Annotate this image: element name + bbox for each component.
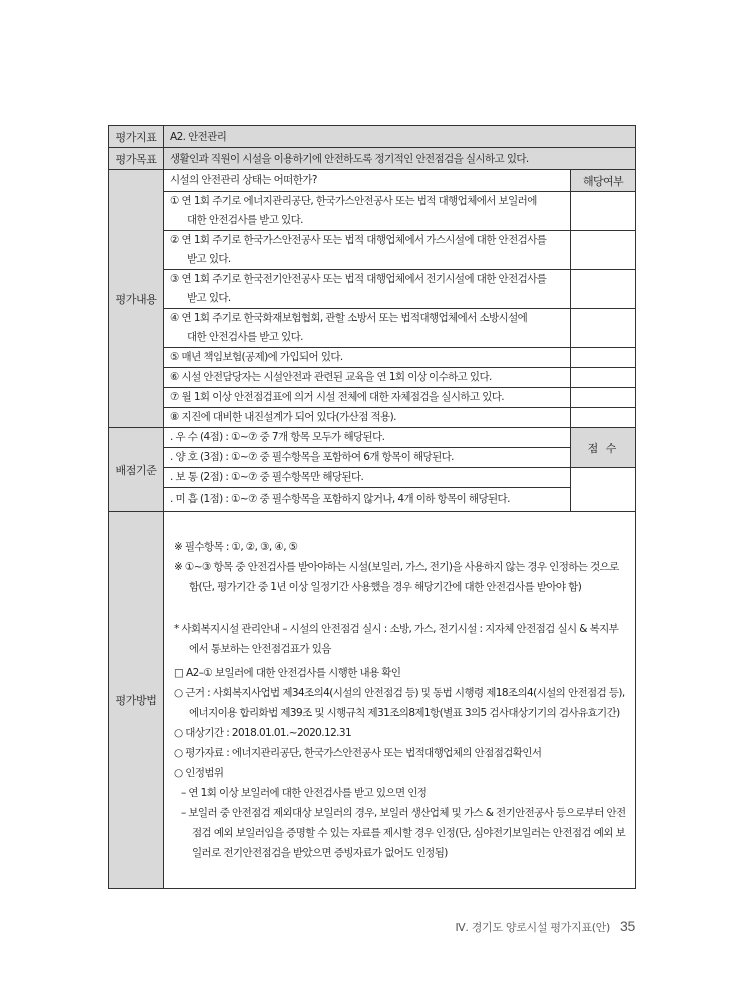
method-material: ○ 평가자료 : 에너지관리공단, 한국가스안전공사 또는 법적대행업체의 안점점검확인서 bbox=[174, 747, 542, 759]
check-header: 해당여부 bbox=[571, 170, 636, 192]
score-row bbox=[109, 468, 636, 488]
content-item-row bbox=[109, 368, 636, 388]
spacer bbox=[174, 597, 627, 619]
method-basis: ○ 근거 : 사회복지사업법 제34조의4(시설의 안전점검 등) 및 동법 시행령 제18조의4(시설의 안전점검 등), 에너지이용 합리화법 제39조 및 시행규칙 제31조의8제1항(별표 3의5 검사대상기기의 검사유효기간) bbox=[174, 687, 625, 719]
content-item-line2: 받고 있다. bbox=[187, 253, 231, 265]
content-item: ⑦ 월 1회 이상 안전점검표에 의거 시설 전체에 대한 자체점검을 실시하고 있다. bbox=[164, 388, 571, 408]
check-cell[interactable] bbox=[571, 368, 636, 388]
method-scope: ○ 인정범위 bbox=[174, 767, 224, 779]
content-question-row bbox=[109, 170, 636, 192]
check-cell[interactable] bbox=[571, 231, 636, 270]
method-label: 평가방법 bbox=[109, 512, 164, 889]
evaluation-table bbox=[108, 125, 636, 889]
method-scope-item: – 연 1회 이상 보일러에 대한 안전검사를 받고 있으면 인정 bbox=[181, 787, 427, 799]
content-item bbox=[164, 231, 571, 270]
content-item-line2: 받고 있다. bbox=[187, 292, 231, 304]
indicator-label: 평가지표 bbox=[109, 126, 164, 148]
check-cell[interactable] bbox=[571, 270, 636, 309]
indicator-value: A2. 안전관리 bbox=[164, 126, 636, 148]
goal-row bbox=[109, 148, 636, 170]
method-note: ※ ①~③ 항목 중 안전검사를 받아야하는 시설(보일러, 가스, 전기)을 사용하지 않는 경우 인정하는 것으로 함(단, 평가기간 중 1년 이상 일정기간 사용했을 경우 해당기간에 대한 안전검사를 받아야 함) bbox=[174, 561, 619, 593]
method-note: * 사회복지시설 관리안내 – 시설의 안전점검 실시 : 소방, 가스, 전기시설 : 지자체 안전점검 실시 & 복지부에서 통보하는 안전점검표가 있음 bbox=[174, 623, 619, 655]
score-input-cell[interactable] bbox=[571, 468, 636, 512]
content-item-row bbox=[109, 408, 636, 428]
method-content bbox=[164, 512, 636, 889]
score-item: . 미 흡 (1점) : ①~⑦ 중 필수항목을 포함하지 않거나, 4개 이하 항목이 해당된다. bbox=[164, 488, 571, 512]
check-cell[interactable] bbox=[571, 348, 636, 368]
content-item-line2: 대한 안전검사를 받고 있다. bbox=[187, 331, 303, 343]
content-item bbox=[164, 309, 571, 348]
score-row bbox=[109, 428, 636, 448]
goal-label: 평가목표 bbox=[109, 148, 164, 170]
page-number: 35 bbox=[620, 918, 635, 934]
content-item: ⑤ 매년 책임보험(공제)에 가입되어 있다. bbox=[164, 348, 571, 368]
content-item-line1: ④ 연 1회 주기로 한국화재보험협회, 관할 소방서 또는 법적대행업체에서 소방시설에 bbox=[170, 312, 528, 324]
score-item: . 보 통 (2점) : ①~⑦ 중 필수항목만 해당된다. bbox=[164, 468, 571, 488]
footer-title: Ⅳ. 경기도 양로시설 평가지표(안) bbox=[455, 921, 611, 934]
content-item-line1: ② 연 1회 주기로 한국가스안전공사 또는 법적 대행업체에서 가스시설에 대한 안전검사를 bbox=[170, 234, 547, 246]
score-row bbox=[109, 488, 636, 512]
goal-value: 생활인과 직원이 시설을 이용하기에 안전하도록 정기적인 안전점검을 실시하고 있다. bbox=[164, 148, 636, 170]
check-cell[interactable] bbox=[571, 388, 636, 408]
method-scope-item: – 보일러 중 안전점검 제외대상 보일러의 경우, 보일러 생산업체 및 가스 & 전기안전공사 등으로부터 안전점검 예외 보일러임을 증명할 수 있는 자료를 제시할 경우 인정(단, 심야전기보일러는 안전점검 예외 보일러로 전기안전점검을 받았으면 증빙자료가 없어도 인정됨) bbox=[181, 807, 626, 859]
required-items: ※ 필수항목 : ①, ②, ③, ④, ⑤ bbox=[174, 541, 298, 553]
method-row bbox=[109, 512, 636, 889]
content-item: ⑧ 지진에 대비한 내진설계가 되어 있다(가산점 적용). bbox=[164, 408, 571, 428]
page-footer bbox=[455, 918, 635, 935]
score-row bbox=[109, 448, 636, 468]
check-cell[interactable] bbox=[571, 408, 636, 428]
content-item-row bbox=[109, 348, 636, 368]
score-header: 점 수 bbox=[571, 428, 636, 468]
content-item-line1: ① 연 1회 주기로 에너지관리공단, 한국가스안전공사 또는 법적 대행업체에서 보일러에 bbox=[170, 195, 537, 207]
content-item bbox=[164, 192, 571, 231]
check-cell[interactable] bbox=[571, 192, 636, 231]
content-item: ⑥ 시설 안전담당자는 시설안전과 관련된 교육을 연 1회 이상 이수하고 있다. bbox=[164, 368, 571, 388]
content-item-row bbox=[109, 270, 636, 309]
content-item-line2: 대한 안전검사를 받고 있다. bbox=[187, 214, 303, 226]
content-label: 평가내용 bbox=[109, 170, 164, 428]
method-period: ○ 대상기간 : 2018.01.01.~2020.12.31 bbox=[174, 727, 352, 739]
score-item: . 우 수 (4점) : ①~⑦ 중 7개 항목 모두가 해당된다. bbox=[164, 428, 571, 448]
check-cell[interactable] bbox=[571, 309, 636, 348]
indicator-row bbox=[109, 126, 636, 148]
content-item-row bbox=[109, 309, 636, 348]
content-item-line1: ③ 연 1회 주기로 한국전기안전공사 또는 법적 대행업체에서 전기시설에 대한 안전검사를 bbox=[170, 273, 547, 285]
score-label: 배점기준 bbox=[109, 428, 164, 512]
content-item-row bbox=[109, 388, 636, 408]
score-item: . 양 호 (3점) : ①~⑦ 중 필수항목을 포함하여 6개 항목이 해당된다. bbox=[164, 448, 571, 468]
content-question: 시설의 안전관리 상태는 어떠한가? bbox=[164, 170, 571, 192]
content-item bbox=[164, 270, 571, 309]
content-item-row bbox=[109, 192, 636, 231]
content-item-row bbox=[109, 231, 636, 270]
check-title: □ A2–① 보일러에 대한 안전검사를 시행한 내용 확인 bbox=[174, 667, 401, 679]
